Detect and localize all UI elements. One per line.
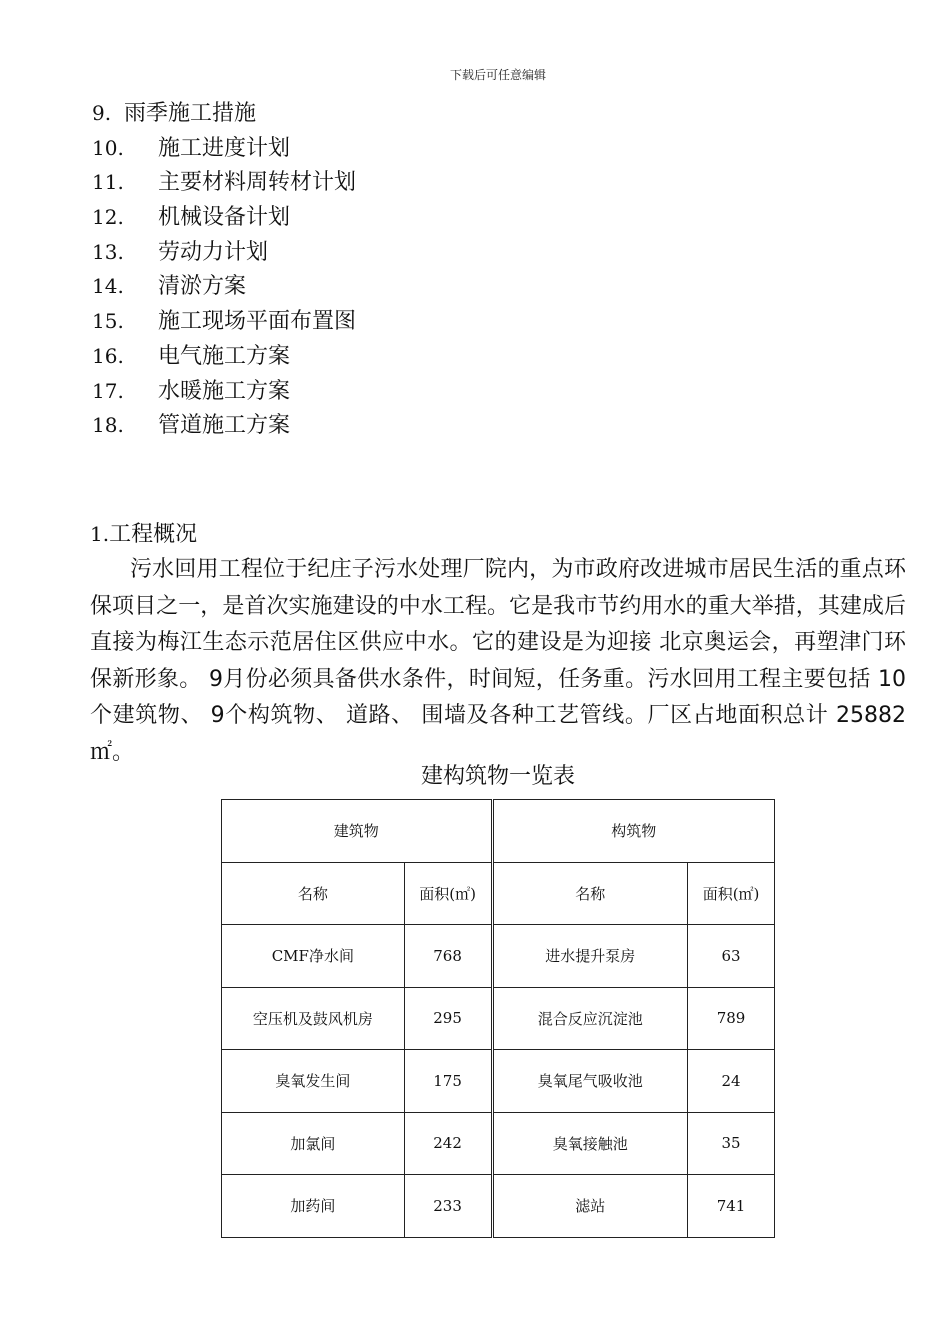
toc-item-label: 主要材料周转材计划 bbox=[158, 170, 357, 196]
toc-item-number: 15. bbox=[92, 309, 124, 334]
structure-area-cell: 24 bbox=[688, 1050, 775, 1113]
toc-item-label: 电气施工方案 bbox=[158, 343, 291, 369]
building-name-cell: 加氯间 bbox=[222, 1112, 405, 1175]
toc-item-number: 16. bbox=[92, 343, 124, 368]
table-column-header-row bbox=[222, 862, 775, 925]
toc-item bbox=[92, 339, 356, 374]
toc-item bbox=[92, 96, 356, 131]
structure-name-cell: 滤站 bbox=[492, 1175, 688, 1238]
toc-item-number: 14. bbox=[92, 274, 124, 299]
toc-item-number: 18. bbox=[92, 413, 124, 438]
structure-name-cell: 臭氧接触池 bbox=[492, 1112, 688, 1175]
toc-item bbox=[92, 408, 356, 443]
toc-item-label: 水暖施工方案 bbox=[158, 378, 291, 404]
table-group-header-row bbox=[222, 800, 775, 863]
toc-item-number: 9. bbox=[92, 101, 112, 125]
building-name-cell: 空压机及鼓风机房 bbox=[222, 987, 405, 1050]
toc-item-label: 施工现场平面布置图 bbox=[158, 309, 357, 335]
column-header-area: 面积(㎡) bbox=[404, 862, 492, 925]
toc-item-label: 劳动力计划 bbox=[158, 239, 269, 265]
toc-item-label: 清淤方案 bbox=[158, 274, 247, 300]
table-row bbox=[222, 1112, 775, 1175]
column-header-name: 名称 bbox=[492, 862, 688, 925]
table-row bbox=[222, 1050, 775, 1113]
toc-item-label: 施工进度计划 bbox=[158, 135, 291, 161]
toc-item-number: 10. bbox=[92, 135, 124, 160]
structure-area-cell: 63 bbox=[688, 925, 775, 988]
building-area-cell: 242 bbox=[404, 1112, 492, 1175]
table-row bbox=[222, 987, 775, 1050]
toc-item-number: 17. bbox=[92, 378, 124, 403]
body-paragraph: 污水回用工程位于纪庄子污水处理厂院内，为市政府改进城市居民生活的重点环保项目之一，是首次实施建设的中水工程。它是我市节约用水的重大举措，其建成后直接为梅江生态示范居住区供应中水。它的建设是为迎接 北京奥运会，再塑津门环保新形象。 9月份必须具备供水条件，时间短，任务重。污水回用工程主要包括 10个建筑物、 9个构筑物、 道路、 围墙及各种工艺管线。厂区占地面积总计 25882㎡。 bbox=[90, 557, 906, 765]
column-header-name: 名称 bbox=[222, 862, 405, 925]
table-row bbox=[222, 1175, 775, 1238]
toc-item bbox=[92, 131, 356, 166]
building-area-cell: 295 bbox=[404, 987, 492, 1050]
structure-name-cell: 进水提升泵房 bbox=[492, 925, 688, 988]
structure-name-cell: 臭氧尾气吸收池 bbox=[492, 1050, 688, 1113]
building-area-cell: 233 bbox=[404, 1175, 492, 1238]
column-header-area: 面积(㎡) bbox=[688, 862, 775, 925]
toc-item bbox=[92, 374, 356, 409]
structure-area-cell: 741 bbox=[688, 1175, 775, 1238]
toc-item-label: 雨季施工措施 bbox=[124, 101, 257, 126]
group-header-buildings: 建筑物 bbox=[222, 800, 493, 863]
toc-item-number: 11. bbox=[92, 170, 124, 195]
building-name-cell: 臭氧发生间 bbox=[222, 1050, 405, 1113]
toc-item bbox=[92, 165, 356, 200]
table-row bbox=[222, 925, 775, 988]
section-title: 工程概况 bbox=[109, 522, 198, 547]
building-area-cell: 768 bbox=[404, 925, 492, 988]
table-title: 建构筑物一览表 bbox=[420, 764, 575, 789]
section-heading bbox=[90, 519, 197, 550]
structure-name-cell: 混合反应沉淀池 bbox=[492, 987, 688, 1050]
buildings-table bbox=[221, 799, 775, 1238]
toc-item bbox=[92, 200, 356, 235]
toc-item bbox=[92, 235, 356, 270]
building-name-cell: 加药间 bbox=[222, 1175, 405, 1238]
toc-item-label: 机械设备计划 bbox=[158, 205, 291, 231]
toc-item-number: 13. bbox=[92, 239, 124, 264]
section-number: 1. bbox=[90, 522, 110, 546]
toc-item bbox=[92, 269, 356, 304]
structure-area-cell: 35 bbox=[688, 1112, 775, 1175]
toc-list bbox=[92, 96, 356, 443]
building-area-cell: 175 bbox=[404, 1050, 492, 1113]
toc-item-number: 12. bbox=[92, 205, 124, 230]
toc-item bbox=[92, 304, 356, 339]
building-name-cell: CMF净水间 bbox=[222, 925, 405, 988]
structure-area-cell: 789 bbox=[688, 987, 775, 1050]
header-note: 下载后可任意编辑 bbox=[449, 68, 546, 82]
group-header-structures: 构筑物 bbox=[492, 800, 774, 863]
toc-item-label: 管道施工方案 bbox=[158, 413, 291, 439]
